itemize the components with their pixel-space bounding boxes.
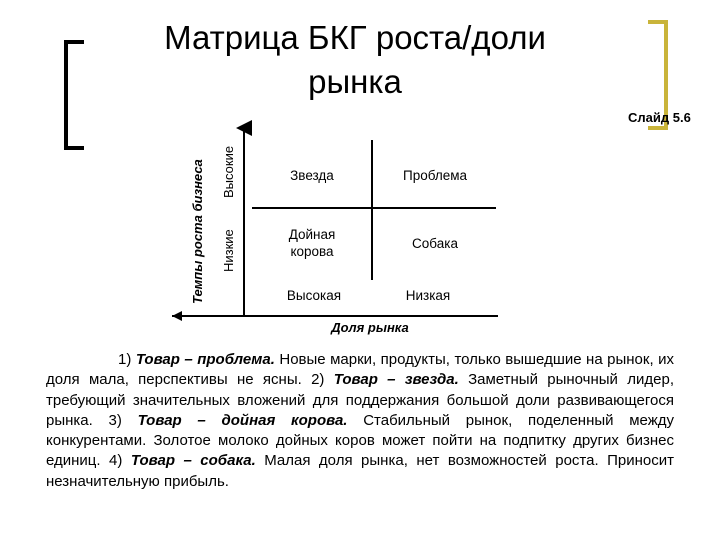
para-text-1: 1) — [118, 351, 136, 368]
y-label-high: Высокие — [221, 145, 236, 198]
cell-cash-cow — [252, 218, 372, 268]
x-label-high: Высокая — [286, 288, 342, 303]
para-term-star: Товар – звезда. — [333, 371, 459, 389]
cell-cash-cow-line1: Дойная — [288, 227, 336, 242]
para-text-4: Стабильный рынок, поделенный между конкурентами. Золотое молоко дойных коров может пойти на подпитку других бизнес единиц. 4) — [46, 411, 674, 470]
cell-star: Звезда — [290, 167, 334, 183]
cell-question: Проблема — [402, 167, 468, 183]
slide-number: Слайд 5.6 — [628, 110, 691, 125]
description-paragraph — [46, 350, 674, 492]
para-term-dog: Товар – собака. — [130, 452, 256, 470]
cell-dog: Собака — [412, 235, 458, 251]
title-line-2: рынка — [308, 63, 402, 100]
para-term-problem: Товар – проблема. — [135, 351, 275, 368]
cell-cash-cow-line2: корова — [290, 244, 334, 259]
y-label-low: Низкие — [221, 229, 236, 272]
para-text-2: Новые марки, продукты, только вышедшие на рынок, их доля мала, перспективы не ясны. 2) — [46, 351, 674, 389]
para-term-cash-cow: Товар – дойная корова. — [137, 411, 348, 429]
para-text-3: Заметный рыночный лидер, требующий значительных вложений для поддержания большой доли развивающегося рынка. 3) — [46, 371, 674, 429]
para-text-5: Малая доля рынка, нет возможностей роста. Приносит незначительную прибыль. — [46, 452, 674, 490]
x-axis-title: Доля рынка — [331, 320, 409, 335]
x-axis-arrowhead — [172, 311, 182, 321]
title-line-1: Матрица БКГ роста/доли — [164, 19, 546, 56]
y-axis-title: Темпы роста бизнеса — [190, 159, 205, 304]
x-label-low: Низкая — [405, 288, 451, 303]
